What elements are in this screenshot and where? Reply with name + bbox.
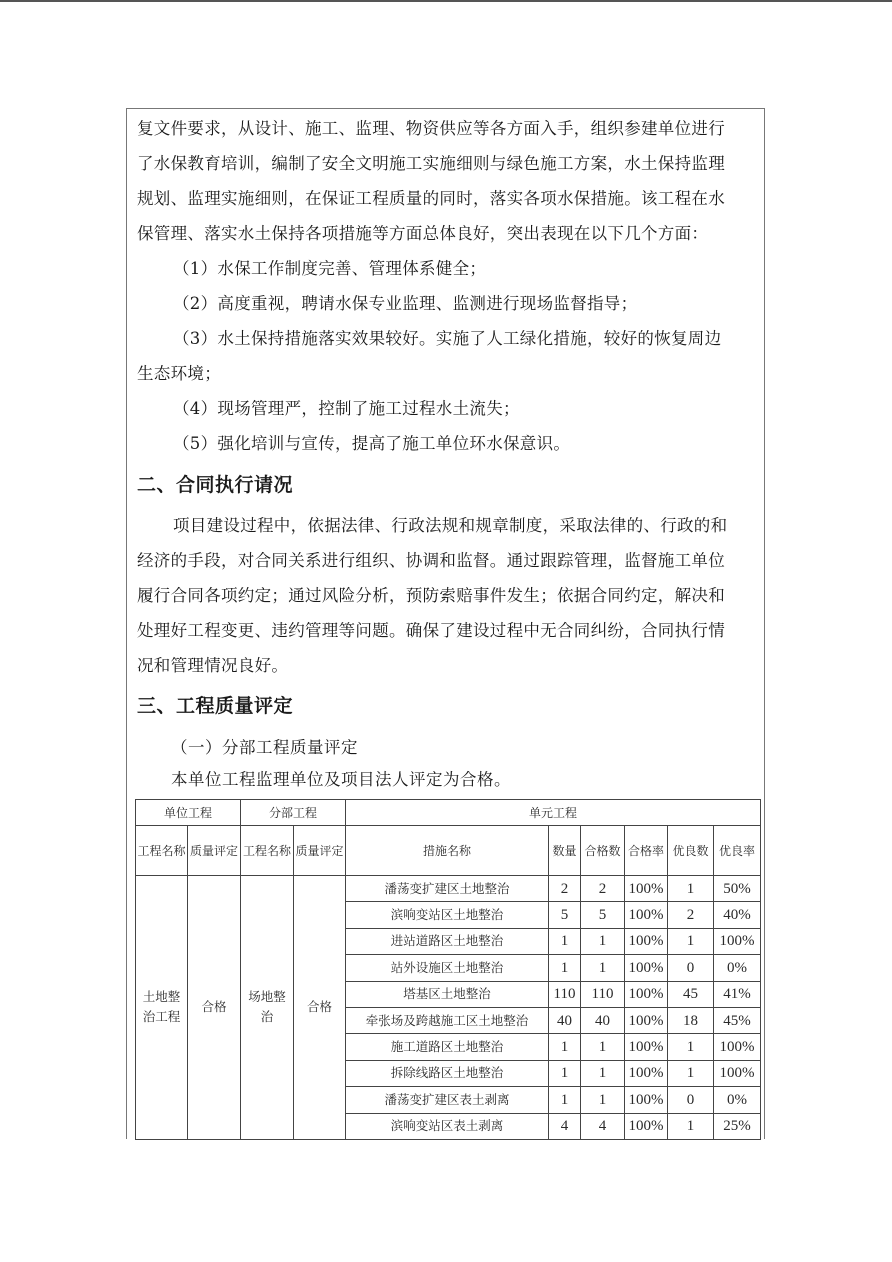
col-header: 优良数 xyxy=(668,826,714,876)
cell-count: 1 xyxy=(549,1060,581,1086)
cell-measure: 站外设施区土地整治 xyxy=(346,955,549,981)
text-line: 经济的手段，对合同关系进行组织、协调和监督。通过跟踪管理，监督施工单位 xyxy=(137,551,725,570)
cell-excellent-rate: 100% xyxy=(714,1060,761,1086)
cell-qualified-rate: 100% xyxy=(625,928,668,954)
cell-measure: 进站道路区土地整治 xyxy=(346,928,549,954)
cell-excellent-rate: 45% xyxy=(714,1007,761,1033)
cell-measure: 拆除线路区土地整治 xyxy=(346,1060,549,1086)
cell-qualified: 1 xyxy=(581,1034,625,1060)
section2-paragraph xyxy=(137,508,759,683)
cell-excellent: 2 xyxy=(668,902,714,928)
table-row xyxy=(136,876,761,902)
cell-excellent: 1 xyxy=(668,876,714,902)
cell-excellent-rate: 25% xyxy=(714,1113,761,1139)
cell-measure: 施工道路区土地整治 xyxy=(346,1034,549,1060)
cell-qualified-rate: 100% xyxy=(625,1113,668,1139)
cell-count: 40 xyxy=(549,1007,581,1033)
page-top-border xyxy=(0,0,892,2)
cell-qualified-rate: 100% xyxy=(625,1034,668,1060)
cell-qualified: 40 xyxy=(581,1007,625,1033)
text-line: 了水保教育培训，编制了安全文明施工实施细则与绿色施工方案，水土保持监理 xyxy=(137,154,725,173)
col-header: 质量评定 xyxy=(294,826,346,876)
text-line: 复文件要求，从设计、施工、监理、物资供应等各方面入手，组织参建单位进行 xyxy=(137,119,725,138)
document-frame xyxy=(126,108,765,1139)
cell-qualified: 110 xyxy=(581,981,625,1007)
cell-excellent: 45 xyxy=(668,981,714,1007)
cell-qualified: 5 xyxy=(581,902,625,928)
section3-heading: 三、工程质量评定 xyxy=(137,695,294,717)
col-header: 合格率 xyxy=(625,826,668,876)
cell-excellent: 1 xyxy=(668,1060,714,1086)
section3-statement: 本单位工程监理单位及项目法人评定为合格。 xyxy=(171,770,511,789)
cell-measure: 牵张场及跨越施工区土地整治 xyxy=(346,1007,549,1033)
cell-excellent-rate: 100% xyxy=(714,928,761,954)
cell-qualified-rate: 100% xyxy=(625,981,668,1007)
text-line: 况和管理情况良好。 xyxy=(137,656,289,675)
text-line: 项目建设过程中，依据法律、行政法规和规章制度，采取法律的、行政的和 xyxy=(173,516,728,535)
cell-measure: 滨响变站区土地整治 xyxy=(346,902,549,928)
text-line: 处理好工程变更、违约管理等问题。确保了建设过程中无合同纠纷，合同执行情 xyxy=(137,621,725,640)
cell-qualified-rate: 100% xyxy=(625,1087,668,1113)
col-header: 优良率 xyxy=(714,826,761,876)
col-header: 工程名称 xyxy=(241,826,294,876)
text-line: 规划、监理实施细则，在保证工程质量的同时，落实各项水保措施。该工程在水 xyxy=(137,189,725,208)
cell-count: 110 xyxy=(549,981,581,1007)
cell-excellent-rate: 0% xyxy=(714,1087,761,1113)
cell-excellent: 0 xyxy=(668,955,714,981)
cell-qualified-rate: 100% xyxy=(625,1060,668,1086)
cell-measure: 滨响变站区表土剥离 xyxy=(346,1113,549,1139)
cell-excellent: 1 xyxy=(668,1113,714,1139)
cell-qualified-rate: 100% xyxy=(625,955,668,981)
cell-count: 1 xyxy=(549,1034,581,1060)
table-body xyxy=(136,876,761,1140)
sub-project-name: 场地整治 xyxy=(241,876,294,1140)
list-item: （5）强化培训与宣传，提高了施工单位环水保意识。 xyxy=(173,434,571,453)
cell-count: 1 xyxy=(549,928,581,954)
col-header: 合格数 xyxy=(581,826,625,876)
cell-qualified-rate: 100% xyxy=(625,1007,668,1033)
cell-qualified: 1 xyxy=(581,928,625,954)
cell-excellent-rate: 50% xyxy=(714,876,761,902)
col-header: 数量 xyxy=(549,826,581,876)
cell-count: 2 xyxy=(549,876,581,902)
cell-qualified-rate: 100% xyxy=(625,902,668,928)
quality-table xyxy=(135,799,761,1140)
sub-project-rating: 合格 xyxy=(294,876,346,1140)
cell-count: 1 xyxy=(549,1087,581,1113)
cell-qualified-rate: 100% xyxy=(625,876,668,902)
cell-excellent: 0 xyxy=(668,1087,714,1113)
cell-qualified: 4 xyxy=(581,1113,625,1139)
col-header: 质量评定 xyxy=(188,826,241,876)
cell-excellent-rate: 100% xyxy=(714,1034,761,1060)
cell-count: 5 xyxy=(549,902,581,928)
cell-excellent-rate: 0% xyxy=(714,955,761,981)
unit-project-name: 土地整治工程 xyxy=(136,876,188,1140)
header-sub-project: 分部工程 xyxy=(241,800,346,826)
table-group-header-row xyxy=(136,800,761,826)
cell-count: 1 xyxy=(549,955,581,981)
list-item: （4）现场管理严，控制了施工过程水土流失； xyxy=(173,399,520,418)
cell-qualified: 1 xyxy=(581,1087,625,1113)
cell-excellent: 1 xyxy=(668,928,714,954)
cell-measure: 潘荡变扩建区土地整治 xyxy=(346,876,549,902)
text-line: 保管理、落实水土保持各项措施等方面总体良好，突出表现在以下几个方面： xyxy=(137,224,709,243)
cell-qualified: 1 xyxy=(581,1060,625,1086)
cell-measure: 塔基区土地整治 xyxy=(346,981,549,1007)
header-unit-work: 单元工程 xyxy=(346,800,761,826)
cell-qualified: 1 xyxy=(581,955,625,981)
list-item: （3）水土保持措施落实效果较好。实施了人工绿化措施，较好的恢复周边 xyxy=(173,329,722,348)
unit-project-rating: 合格 xyxy=(188,876,241,1140)
cell-excellent-rate: 41% xyxy=(714,981,761,1007)
section3-subheading: （一）分部工程质量评定 xyxy=(171,738,358,757)
section2-heading: 二、合同执行请况 xyxy=(137,474,294,496)
section1-paragraph xyxy=(137,111,759,461)
list-item: （1）水保工作制度完善、管理体系健全； xyxy=(173,259,487,278)
col-header: 措施名称 xyxy=(346,826,549,876)
cell-excellent: 18 xyxy=(668,1007,714,1033)
list-item: （2）高度重视，聘请水保专业监理、监测进行现场监督指导； xyxy=(173,294,638,313)
col-header: 工程名称 xyxy=(136,826,188,876)
cell-excellent: 1 xyxy=(668,1034,714,1060)
header-unit-project: 单位工程 xyxy=(136,800,241,826)
cell-measure: 潘荡变扩建区表土剥离 xyxy=(346,1087,549,1113)
table-column-header-row xyxy=(136,826,761,876)
text-line: 履行合同各项约定；通过风险分析，预防索赔事件发生；依据合同约定，解决和 xyxy=(137,586,725,605)
cell-count: 4 xyxy=(549,1113,581,1139)
list-item-continuation: 生态环境； xyxy=(137,364,221,383)
cell-excellent-rate: 40% xyxy=(714,902,761,928)
cell-qualified: 2 xyxy=(581,876,625,902)
